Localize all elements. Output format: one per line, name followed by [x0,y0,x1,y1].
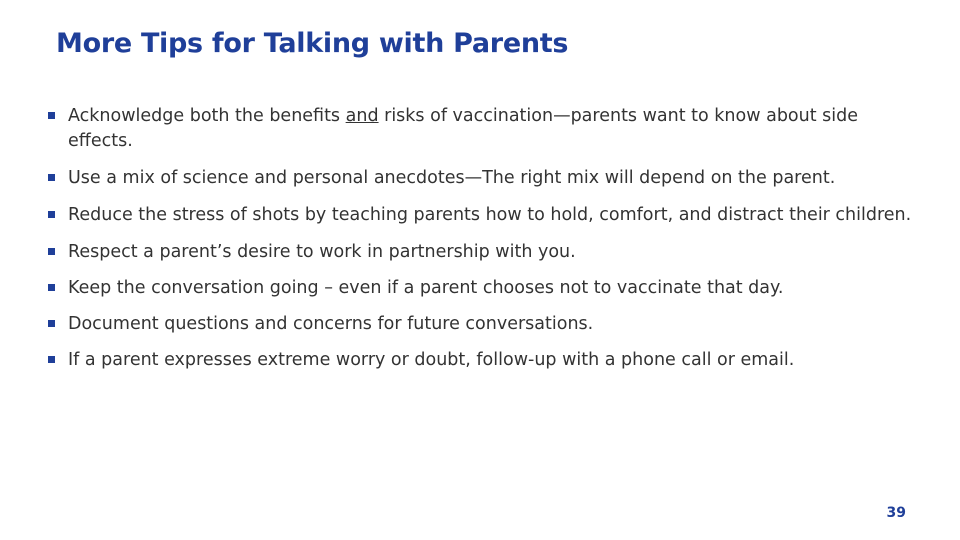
bullet-text: Keep the conversation going – even if a parent chooses not to vaccinate that day. [68,278,784,298]
bullet-text: Reduce the stress of shots by teaching parents how to hold, comfort, and distract their children. [68,205,912,225]
square-bullet-icon [48,112,55,119]
bullet-item-conversation [48,276,928,301]
bullet-text-after: risks of vaccination—parents want to know about side effects. [68,106,859,151]
bullet-item-science-anecdotes [48,166,928,191]
slide-title: More Tips for Talking with Parents [56,28,569,59]
bullet-item-document [48,312,928,337]
bullet-text: Respect a parent’s desire to work in partnership with you. [68,242,576,262]
bullet-item-reduce-stress [48,203,928,228]
square-bullet-icon [48,356,55,363]
square-bullet-icon [48,174,55,181]
bullet-item-follow-up [48,348,928,373]
bullet-text: Document questions and concerns for future conversations. [68,314,594,334]
square-bullet-icon [48,284,55,291]
page-number: 39 [886,505,906,521]
bullet-text: Use a mix of science and personal anecdotes—The right mix will depend on the parent. [68,168,836,188]
square-bullet-icon [48,320,55,327]
bullet-item-acknowledge [48,104,928,154]
bullet-text-emphasis: and [345,106,379,126]
bullet-text: If a parent expresses extreme worry or doubt, follow-up with a phone call or email. [68,350,795,370]
tips-bullet-list [48,104,928,384]
square-bullet-icon [48,248,55,255]
bullet-text-before: Acknowledge both the benefits [68,106,346,126]
square-bullet-icon [48,211,55,218]
bullet-item-partnership [48,240,928,265]
